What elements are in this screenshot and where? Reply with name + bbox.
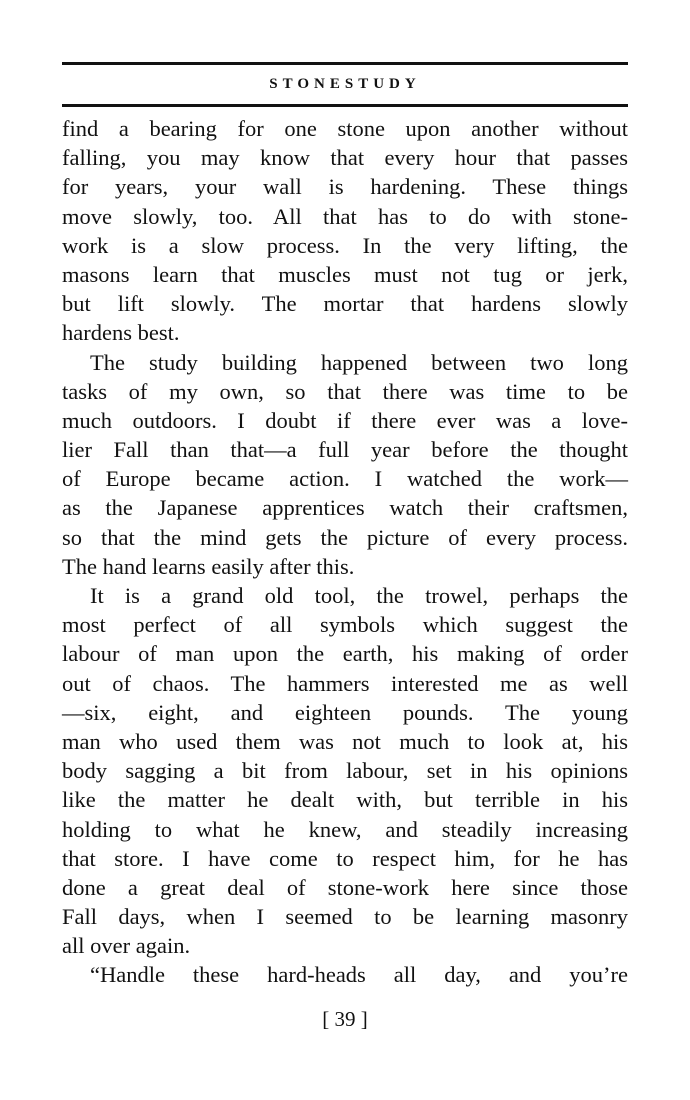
text-line: tasks of my own, so that there was time to be <box>62 378 628 404</box>
text-line: most perfect of all symbols which suggest the <box>62 612 628 638</box>
header-rule-top <box>62 62 628 65</box>
text-line: The hand learns easily after this. <box>62 553 355 579</box>
text-line: masons learn that muscles must not tug or jerk, <box>62 261 628 287</box>
text-line: work is a slow process. In the very lifting, the <box>62 232 628 258</box>
text-line: out of chaos. The hammers interested me as well <box>62 670 628 696</box>
text-line: that store. I have come to respect him, for he has <box>62 845 628 871</box>
text-line: hardens best. <box>62 320 180 346</box>
text-line: —six, eight, and eighteen pounds. The young <box>62 699 628 725</box>
text-line: Fall days, when I seemed to be learning masonry <box>62 904 628 930</box>
text-line: of Europe became action. I watched the work— <box>62 466 628 492</box>
page-number: [ 39 ] <box>322 1007 368 1031</box>
running-head: STONESTUDY <box>269 76 421 92</box>
body-text <box>62 114 628 990</box>
text-line: “Handle these hard-heads all day, and you’re <box>90 962 628 988</box>
text-line: all over again. <box>62 933 191 959</box>
text-line: as the Japanese apprentices watch their craftsmen, <box>62 495 628 521</box>
text-line: for years, your wall is hardening. These things <box>62 174 628 200</box>
text-line: labour of man upon the earth, his making of order <box>62 641 628 667</box>
text-line: much outdoors. I doubt if there ever was a love- <box>62 407 628 433</box>
text-line: done a great deal of stone-work here since those <box>62 874 628 900</box>
text-line: but lift slowly. The mortar that hardens slowly <box>62 291 628 317</box>
text-line: The study building happened between two long <box>90 349 628 375</box>
text-line: body sagging a bit from labour, set in his opinions <box>62 758 628 784</box>
text-line: find a bearing for one stone upon another without <box>62 116 628 141</box>
text-line: It is a grand old tool, the trowel, perhaps the <box>90 583 628 608</box>
text-line: man who used them was not much to look at, his <box>62 728 628 754</box>
text-line: lier Fall than that—a full year before the thought <box>62 437 628 463</box>
text-line: so that the mind gets the picture of every process. <box>62 524 628 550</box>
header-rule-bottom <box>62 104 628 107</box>
text-line: like the matter he dealt with, but terrible in his <box>62 787 628 813</box>
text-line: holding to what he knew, and steadily increasing <box>62 816 628 842</box>
text-line: move slowly, too. All that has to do with stone- <box>62 203 628 229</box>
text-line: falling, you may know that every hour that passes <box>62 145 628 171</box>
